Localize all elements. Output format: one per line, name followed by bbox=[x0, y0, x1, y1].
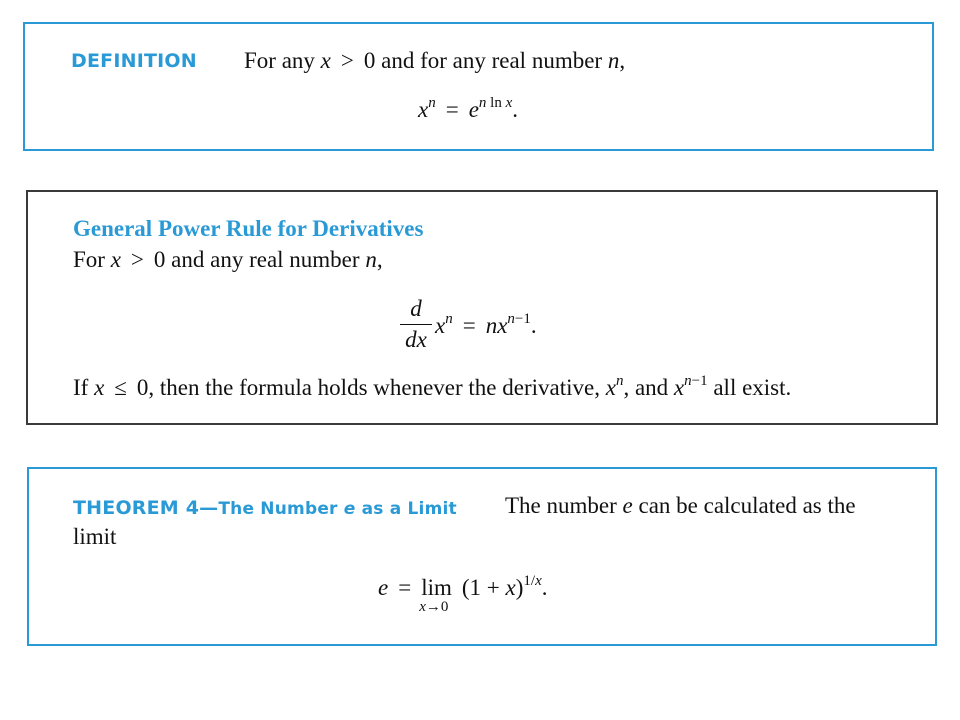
definition-box bbox=[23, 22, 934, 151]
power-rule-note: If x ≤ 0, then the formula holds whenever the derivative, $x^n$, and $x^{n-1}$ all exist. bbox=[73, 373, 792, 400]
limit-subscript: x→0 bbox=[419, 599, 449, 615]
fraction-denominator: dx bbox=[405, 327, 427, 352]
definition-equation: $x^n = e^{n ln x}$. bbox=[418, 95, 519, 122]
derivative-fraction bbox=[400, 296, 432, 353]
fraction-bar bbox=[400, 324, 432, 325]
power-rule-formula: $x^n = nx^{n-1}$. bbox=[435, 311, 537, 338]
fraction-numerator: d bbox=[410, 296, 422, 321]
power-rule-condition: For x > 0 and any real number n, bbox=[73, 247, 383, 272]
definition-label: DEFINITION bbox=[71, 50, 197, 72]
power-rule-heading: General Power Rule for Derivatives bbox=[73, 216, 424, 241]
theorem-equation: e = lim x→0 $(1 + x)^{1/x}$. bbox=[378, 573, 548, 615]
theorem-statement: The number e can be calculated as the bbox=[505, 493, 856, 518]
definition-statement: For any x > 0 and for any real number n, bbox=[244, 48, 626, 73]
theorem-statement-continued: limit bbox=[73, 524, 117, 549]
theorem-label: THEOREM 4—The Number e as a Limit bbox=[73, 497, 457, 519]
